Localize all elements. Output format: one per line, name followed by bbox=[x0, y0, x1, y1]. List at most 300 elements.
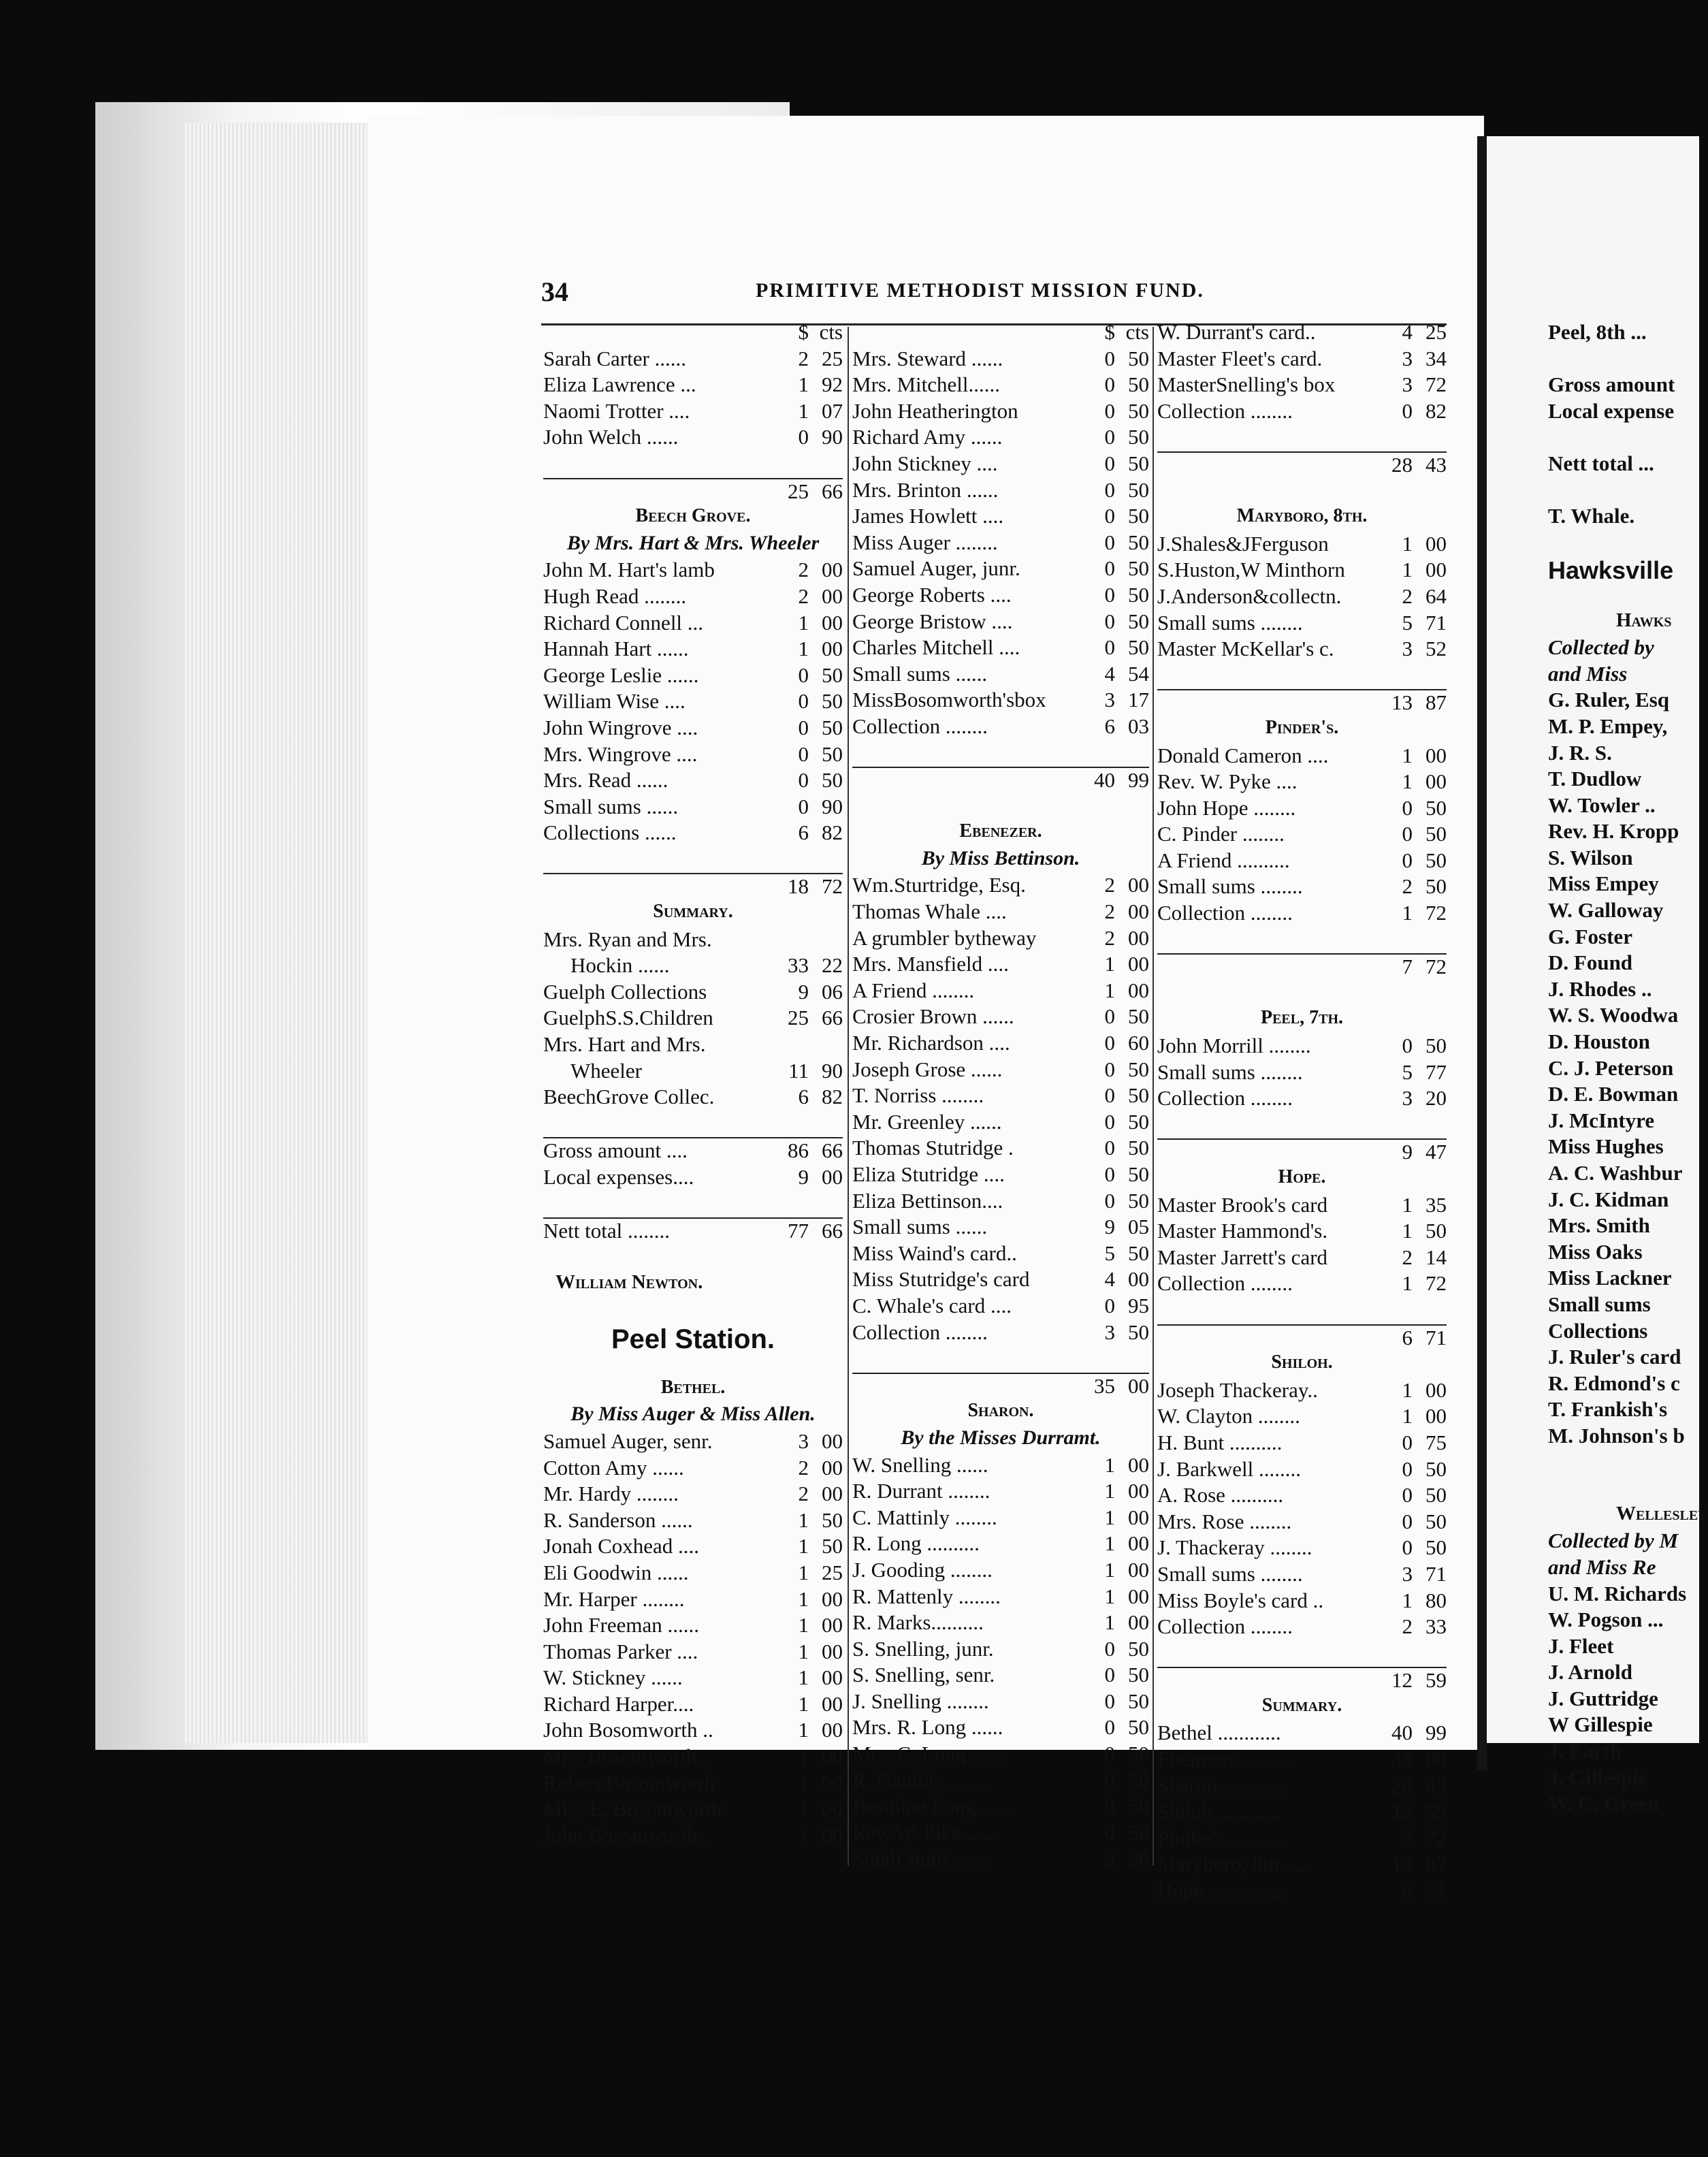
entry-row bbox=[852, 1479, 1149, 1505]
dollars-value: 5 bbox=[1104, 1847, 1115, 1871]
dollars-value: 0 bbox=[1402, 1034, 1413, 1058]
entry-row bbox=[852, 978, 1149, 1005]
facing-line: A. C. Washbur bbox=[1548, 1161, 1683, 1185]
dollars-value: 0 bbox=[1402, 1483, 1413, 1507]
currency-header-row bbox=[543, 320, 843, 347]
heading-text: Ebenezer. bbox=[959, 820, 1042, 842]
facing-line: Wellesley bbox=[1616, 1502, 1708, 1524]
entry-name: Miss E. Bosomworth bbox=[543, 1797, 722, 1821]
cents-value: 72 bbox=[1425, 901, 1447, 925]
entry-name: Small sums ...... bbox=[543, 794, 679, 818]
entry-name: Wheeler bbox=[570, 1058, 642, 1083]
dollars-value: 1 bbox=[1104, 1505, 1115, 1529]
dollars-value: 33 bbox=[788, 953, 809, 978]
cents-value: 50 bbox=[1128, 1188, 1149, 1213]
spacer-row bbox=[1157, 927, 1447, 954]
facing-line: D. E. Bowman bbox=[1548, 1082, 1679, 1106]
entry-row bbox=[852, 399, 1149, 426]
cents-value: 50 bbox=[1128, 504, 1149, 528]
dollars-value: 0 bbox=[1104, 1031, 1115, 1055]
entry-row bbox=[543, 1561, 843, 1587]
entry-row bbox=[1157, 1404, 1447, 1431]
dollars-value: $ bbox=[1104, 320, 1115, 344]
dollars-value: 1 bbox=[1402, 1588, 1413, 1612]
dollars-value: 6 bbox=[1104, 714, 1115, 738]
entry-row bbox=[1157, 1747, 1447, 1774]
facing-line: Miss Hughes bbox=[1548, 1134, 1664, 1159]
dollars-value: 86 bbox=[788, 1138, 809, 1163]
cents-value: 03 bbox=[1128, 714, 1149, 738]
entry-name: Naomi Trotter .... bbox=[543, 398, 690, 423]
entry-name: J.Anderson&collectn. bbox=[1157, 584, 1342, 608]
cents-value: 50 bbox=[1425, 1034, 1447, 1058]
facing-line: D. Found bbox=[1548, 950, 1633, 975]
entry-row bbox=[852, 451, 1149, 478]
entry-name: Collection ........ bbox=[1157, 398, 1293, 423]
dollars-value: 0 bbox=[1402, 398, 1413, 423]
entry-row bbox=[852, 1768, 1149, 1795]
entry-row bbox=[852, 873, 1149, 899]
dollars-value: 0 bbox=[1104, 1083, 1115, 1108]
cents-value: 34 bbox=[1425, 346, 1447, 370]
entry-row bbox=[543, 927, 843, 954]
facing-line: W Gillespie bbox=[1548, 1712, 1653, 1737]
cents-value: 43 bbox=[1425, 452, 1447, 477]
facing-line: and Miss Re bbox=[1548, 1554, 1656, 1579]
section-heading bbox=[1157, 1352, 1447, 1378]
total-row bbox=[1157, 451, 1447, 479]
entry-row bbox=[1157, 848, 1447, 875]
entry-row bbox=[1157, 769, 1447, 796]
dollars-value: 2 bbox=[798, 1482, 809, 1506]
cents-value: 90 bbox=[822, 1058, 843, 1083]
entry-row bbox=[1157, 1852, 1447, 1879]
dollars-value: 3 bbox=[1104, 1320, 1115, 1344]
dollars-value: 3 bbox=[1402, 346, 1413, 370]
dollars-value: 0 bbox=[1104, 1004, 1115, 1029]
entry-name: Small sums ...... bbox=[852, 661, 988, 686]
dollars-value: 2 bbox=[1402, 584, 1413, 608]
entry-row bbox=[1157, 1483, 1447, 1509]
entry-row bbox=[543, 1587, 843, 1614]
dollars-value: 0 bbox=[1402, 848, 1413, 872]
total-row bbox=[1157, 689, 1447, 717]
dollars-value: 0 bbox=[1104, 1689, 1115, 1713]
cents-value: 00 bbox=[822, 584, 843, 608]
cents-value: 50 bbox=[822, 768, 843, 793]
dollars-value: 0 bbox=[1104, 1162, 1115, 1186]
entry-row bbox=[1157, 1378, 1447, 1405]
cents-value: 00 bbox=[1128, 1373, 1149, 1398]
entry-name: Richard Amy ...... bbox=[852, 425, 1003, 449]
cents-value: 50 bbox=[1128, 1742, 1149, 1766]
entry-name: J. Barkwell ........ bbox=[1157, 1456, 1301, 1481]
entry-name: John Bosomworth.. bbox=[543, 1823, 708, 1847]
dollars-value: 1 bbox=[1402, 901, 1413, 925]
section-heading bbox=[543, 1377, 843, 1403]
entry-row bbox=[543, 425, 843, 451]
entry-name: Mrs. R. Long ...... bbox=[852, 1715, 1003, 1740]
heading-text: Beech Grove. bbox=[635, 505, 751, 527]
dollars-value: 1 bbox=[798, 1507, 809, 1532]
entry-row bbox=[852, 1558, 1149, 1584]
station-text: Peel Station. bbox=[611, 1324, 775, 1354]
cents-value: 99 bbox=[1128, 768, 1149, 793]
dollars-value: 4 bbox=[1104, 1267, 1115, 1292]
entry-name: R. Mattenly ........ bbox=[852, 1584, 1001, 1608]
total-row bbox=[1157, 1324, 1447, 1352]
cents-value: 50 bbox=[1128, 1715, 1149, 1740]
entry-row bbox=[1157, 1800, 1447, 1826]
entry-name: W. Clayton ........ bbox=[1157, 1404, 1300, 1428]
dollars-value: 0 bbox=[1104, 556, 1115, 581]
entry-name: C. Whale's card .... bbox=[852, 1293, 1012, 1317]
entry-name: H. Bunt .......... bbox=[1157, 1430, 1283, 1454]
cents-value: 50 bbox=[1128, 1320, 1149, 1344]
entry-name: Ebenezer .......... bbox=[1157, 1747, 1294, 1772]
dollars-value: 2 bbox=[798, 1455, 809, 1480]
entry-name: Shiloh ............ bbox=[1157, 1800, 1281, 1824]
entry-name: Small sums ........ bbox=[1157, 874, 1303, 899]
total-row bbox=[543, 478, 843, 506]
facing-line: J. Arnold bbox=[1548, 1660, 1633, 1684]
entry-name: Thomas Stutridge . bbox=[852, 1136, 1014, 1160]
entry-name: J.Shales&JFerguson bbox=[1157, 531, 1329, 556]
section-subheading bbox=[543, 1403, 843, 1429]
dollars-value: 2 bbox=[1104, 925, 1115, 950]
entry-row bbox=[543, 742, 843, 769]
cents-value: 22 bbox=[822, 953, 843, 978]
cents-value: 50 bbox=[1128, 425, 1149, 449]
cents-value: 14 bbox=[1425, 1245, 1447, 1269]
entry-row bbox=[852, 1505, 1149, 1532]
entry-row bbox=[852, 952, 1149, 978]
entry-name: Mrs. C. Long ...... bbox=[852, 1742, 1003, 1766]
entry-name: Mr. Hardy ........ bbox=[543, 1482, 679, 1506]
entry-row bbox=[852, 504, 1149, 530]
entry-name: William Wise .... bbox=[543, 689, 686, 714]
entry-row bbox=[543, 1797, 843, 1823]
entry-row bbox=[1157, 1614, 1447, 1641]
spacer-row bbox=[543, 847, 843, 874]
spacer-row bbox=[852, 1346, 1149, 1373]
entry-row bbox=[543, 1692, 843, 1719]
facing-line: U. M. Richards bbox=[1548, 1581, 1687, 1605]
cents-value: 06 bbox=[822, 979, 843, 1004]
dollars-value: 0 bbox=[1104, 1742, 1115, 1766]
entry-name: George Leslie ...... bbox=[543, 662, 699, 687]
cents-value: 50 bbox=[1128, 1241, 1149, 1265]
dollars-value: 2 bbox=[1104, 873, 1115, 897]
entry-row bbox=[1157, 1774, 1447, 1800]
entry-row bbox=[543, 795, 843, 821]
cents-value: 00 bbox=[822, 1482, 843, 1506]
entry-name: S.Huston,W Minthorn bbox=[1157, 558, 1345, 582]
dollars-value: 28 bbox=[1391, 1773, 1413, 1798]
dollars-value: 3 bbox=[1402, 372, 1413, 397]
entry-row bbox=[852, 1453, 1149, 1480]
entry-name: George Roberts .... bbox=[852, 582, 1012, 607]
entry-row bbox=[543, 1534, 843, 1561]
cents-value: cts bbox=[1125, 320, 1149, 344]
entry-name: John Morrill ........ bbox=[1157, 1034, 1311, 1058]
entry-row bbox=[1157, 1457, 1447, 1484]
facing-line: Mrs. Smith bbox=[1548, 1213, 1650, 1238]
cents-value: 00 bbox=[1128, 873, 1149, 897]
dollars-value: 25 bbox=[788, 479, 809, 503]
entry-name: Gross amount .... bbox=[543, 1138, 688, 1163]
entry-row bbox=[852, 714, 1149, 741]
column-rule-1 bbox=[848, 327, 849, 1866]
entry-name: Nett total ........ bbox=[543, 1219, 670, 1243]
cents-value: 50 bbox=[1425, 1483, 1447, 1507]
entry-name: Mrs. Ryan and Mrs. bbox=[543, 927, 712, 951]
dollars-value: 7 bbox=[1402, 1825, 1413, 1850]
entry-row bbox=[852, 1215, 1149, 1241]
entry-name: Donald Cameron .... bbox=[1157, 743, 1329, 767]
facing-line: M. Johnson's b bbox=[1548, 1423, 1685, 1448]
dollars-value: 2 bbox=[798, 558, 809, 582]
running-head: PRIMITIVE METHODIST MISSION FUND. bbox=[756, 279, 1204, 302]
cents-value: 82 bbox=[822, 820, 843, 845]
entry-row bbox=[1157, 1034, 1447, 1060]
facing-line bbox=[1487, 478, 1708, 505]
heading-text: Summary. bbox=[1261, 1694, 1342, 1716]
entry-name: Cotton Amy ...... bbox=[543, 1455, 684, 1480]
entry-name: Richard Harper.... bbox=[543, 1691, 694, 1716]
entry-row bbox=[1157, 874, 1447, 901]
facing-line: J. Rhodes .. bbox=[1548, 976, 1652, 1001]
dollars-value: 7 bbox=[1402, 955, 1413, 979]
dollars-value: 0 bbox=[1104, 477, 1115, 502]
cents-value: 50 bbox=[822, 741, 843, 766]
spacer-row bbox=[852, 795, 1149, 821]
entry-row bbox=[543, 1456, 843, 1482]
cents-value: 00 bbox=[822, 1823, 843, 1847]
facing-line: G. Foster bbox=[1548, 924, 1632, 948]
cents-value: 72 bbox=[1425, 1271, 1447, 1296]
entry-name: Collections ...... bbox=[543, 820, 677, 845]
dollars-value: 1 bbox=[1402, 531, 1413, 556]
cents-value: 60 bbox=[1128, 1031, 1149, 1055]
facing-line: Hawks bbox=[1616, 609, 1672, 631]
entry-name: Small sums ........ bbox=[1157, 1059, 1303, 1084]
entry-row bbox=[543, 1165, 843, 1192]
entry-name: GuelphS.S.Children bbox=[543, 1006, 713, 1030]
cents-value: 50 bbox=[1128, 1689, 1149, 1713]
dollars-value: 12 bbox=[1391, 1668, 1413, 1693]
cents-value: 00 bbox=[1425, 769, 1447, 794]
entry-name: Mrs. Brinton ...... bbox=[852, 477, 999, 502]
dollars-value: 0 bbox=[1104, 1057, 1115, 1081]
section-subheading bbox=[852, 1426, 1149, 1453]
entry-name: MissBosomworth'sbox bbox=[852, 688, 1046, 712]
cents-value: 50 bbox=[1425, 795, 1447, 820]
cents-value: 00 bbox=[822, 1718, 843, 1742]
facing-line: J. McIntyre bbox=[1548, 1108, 1655, 1132]
dollars-value: 0 bbox=[798, 715, 809, 739]
cents-value: 71 bbox=[1425, 1325, 1447, 1349]
dollars-value: 40 bbox=[1094, 768, 1115, 793]
cents-value: 00 bbox=[822, 1613, 843, 1637]
dollars-value: 1 bbox=[798, 398, 809, 423]
dollars-value: 9 bbox=[1104, 1215, 1115, 1239]
cents-value: 00 bbox=[1425, 558, 1447, 582]
section-subheading bbox=[543, 532, 843, 558]
facing-line: J. Guttridge bbox=[1548, 1686, 1658, 1710]
entry-row bbox=[1157, 901, 1447, 927]
entry-name: Small sums ...... bbox=[852, 1215, 988, 1239]
dollars-value: 77 bbox=[788, 1219, 809, 1243]
entry-row bbox=[852, 1057, 1149, 1084]
cents-value: 90 bbox=[822, 794, 843, 818]
entry-row bbox=[543, 1613, 843, 1640]
dollars-value: 1 bbox=[1402, 1271, 1413, 1296]
section-heading bbox=[1157, 1007, 1447, 1034]
cents-value: 50 bbox=[1128, 451, 1149, 475]
entry-row bbox=[1157, 744, 1447, 770]
cents-value: 71 bbox=[1425, 610, 1447, 635]
cents-value: 00 bbox=[1425, 1404, 1447, 1428]
entry-row bbox=[543, 584, 843, 611]
entry-name: Miss Auger ........ bbox=[852, 530, 998, 554]
spacer-row bbox=[543, 1298, 843, 1324]
dollars-value: 1 bbox=[1104, 1557, 1115, 1582]
entry-row bbox=[543, 1771, 843, 1798]
dollars-value: 0 bbox=[1104, 1188, 1115, 1213]
cents-value: 50 bbox=[1128, 1794, 1149, 1819]
dollars-value: 1 bbox=[798, 1639, 809, 1663]
cents-value: 00 bbox=[1128, 1267, 1149, 1292]
dollars-value: 9 bbox=[1402, 1140, 1413, 1164]
entry-row bbox=[852, 1294, 1149, 1320]
cents-value: 95 bbox=[1128, 1293, 1149, 1317]
dollars-value: 0 bbox=[1104, 372, 1115, 397]
entry-name: Mrs. Steward ...... bbox=[852, 346, 1003, 370]
entry-row bbox=[852, 926, 1149, 953]
entry-row bbox=[1157, 1086, 1447, 1113]
entry-name: Eliza Lawrence ... bbox=[543, 372, 696, 397]
entry-row bbox=[852, 1637, 1149, 1663]
dollars-value: 5 bbox=[1402, 610, 1413, 635]
dollars-value: 0 bbox=[1104, 451, 1115, 475]
dollars-value: 3 bbox=[1402, 637, 1413, 661]
entry-row bbox=[543, 1429, 843, 1456]
cents-value: 00 bbox=[822, 558, 843, 582]
cents-value: 50 bbox=[1128, 1057, 1149, 1081]
facing-line: C. J. Peterson bbox=[1548, 1055, 1674, 1080]
cents-value: 72 bbox=[1425, 1825, 1447, 1850]
entry-row bbox=[543, 768, 843, 795]
facing-line: W. Pogson ... bbox=[1548, 1608, 1664, 1632]
entry-name: J. Snelling ........ bbox=[852, 1689, 989, 1713]
entry-row bbox=[1157, 1721, 1447, 1747]
entry-row bbox=[852, 1083, 1149, 1110]
dollars-value: 0 bbox=[798, 768, 809, 793]
spacer-row bbox=[1157, 981, 1447, 1008]
cents-value: 00 bbox=[1128, 1505, 1149, 1529]
spacer-row bbox=[543, 1245, 843, 1272]
facing-line: Gross amount bbox=[1548, 372, 1675, 397]
cents-value: 82 bbox=[822, 1085, 843, 1109]
dollars-value: 3 bbox=[1104, 688, 1115, 712]
section-signature bbox=[543, 1271, 843, 1298]
cents-value: 00 bbox=[1128, 1452, 1149, 1477]
dollars-value: 0 bbox=[1104, 346, 1115, 370]
cents-value: 00 bbox=[1128, 978, 1149, 1002]
cents-value: 50 bbox=[1128, 582, 1149, 607]
facing-line: Local expense bbox=[1548, 398, 1675, 423]
entry-name: Hockin ...... bbox=[570, 953, 670, 978]
cents-value: 54 bbox=[1128, 661, 1149, 686]
cents-value: 72 bbox=[1425, 372, 1447, 397]
entry-name: A Friend ........ bbox=[852, 978, 975, 1002]
entry-name: Collection ........ bbox=[1157, 1614, 1293, 1639]
cents-value: 25 bbox=[1425, 320, 1447, 344]
total-row bbox=[1157, 1667, 1447, 1695]
entry-name: Hannah Hart ...... bbox=[543, 637, 689, 661]
spacer-row bbox=[1157, 425, 1447, 451]
entry-row bbox=[543, 372, 843, 399]
dollars-value: 1 bbox=[1402, 769, 1413, 794]
entry-row bbox=[1157, 532, 1447, 558]
section-station bbox=[543, 1324, 843, 1354]
dollars-value: 0 bbox=[1104, 1136, 1115, 1160]
entry-row bbox=[852, 1241, 1149, 1268]
entry-name: Hope .............. bbox=[1157, 1879, 1283, 1903]
entry-name: R. Long .......... bbox=[852, 1531, 980, 1556]
dollars-value: 1 bbox=[798, 1770, 809, 1795]
entry-row bbox=[852, 1004, 1149, 1031]
cents-value: 00 bbox=[1128, 899, 1149, 924]
entry-row bbox=[852, 1663, 1149, 1689]
cents-value: 50 bbox=[1128, 372, 1149, 397]
entry-name: Samuel Auger, junr. bbox=[852, 556, 1020, 581]
total-row bbox=[543, 1137, 843, 1165]
facing-line: J. Fleet bbox=[1548, 1633, 1614, 1658]
entry-row bbox=[1157, 1193, 1447, 1219]
dollars-value: 3 bbox=[1402, 1086, 1413, 1111]
entry-row bbox=[543, 1482, 843, 1508]
entry-name: Collection ........ bbox=[852, 1320, 988, 1344]
entry-name: Thomas Whale .... bbox=[852, 899, 1007, 924]
section-heading bbox=[852, 820, 1149, 847]
entry-row bbox=[543, 1823, 843, 1850]
entry-row bbox=[852, 1689, 1149, 1716]
entry-row bbox=[1157, 1271, 1447, 1298]
entry-name: BeechGrove Collec. bbox=[543, 1085, 715, 1109]
entry-row bbox=[1157, 1245, 1447, 1272]
cents-value: 66 bbox=[822, 479, 843, 503]
entry-row bbox=[1157, 320, 1447, 347]
entry-row bbox=[852, 425, 1149, 451]
cents-value: 75 bbox=[1425, 1430, 1447, 1454]
cents-value: 50 bbox=[1128, 609, 1149, 633]
facing-line: Hawksville bbox=[1548, 556, 1674, 585]
entry-name: Rev. W. Pike ...... bbox=[852, 1820, 999, 1844]
entry-name: T. Norriss ........ bbox=[852, 1083, 984, 1108]
dollars-value: 0 bbox=[1104, 530, 1115, 554]
entry-row bbox=[543, 637, 843, 663]
entry-name: Small sums ...... bbox=[852, 1847, 988, 1871]
entry-row bbox=[1157, 1219, 1447, 1245]
dollars-value: 0 bbox=[1402, 1430, 1413, 1454]
entry-name: John M. Hart's lamb bbox=[543, 558, 715, 582]
entry-name: Joseph Thackeray.. bbox=[1157, 1377, 1318, 1402]
spacer-row bbox=[1157, 1113, 1447, 1139]
cents-value: 17 bbox=[1128, 688, 1149, 712]
entry-row bbox=[852, 609, 1149, 636]
